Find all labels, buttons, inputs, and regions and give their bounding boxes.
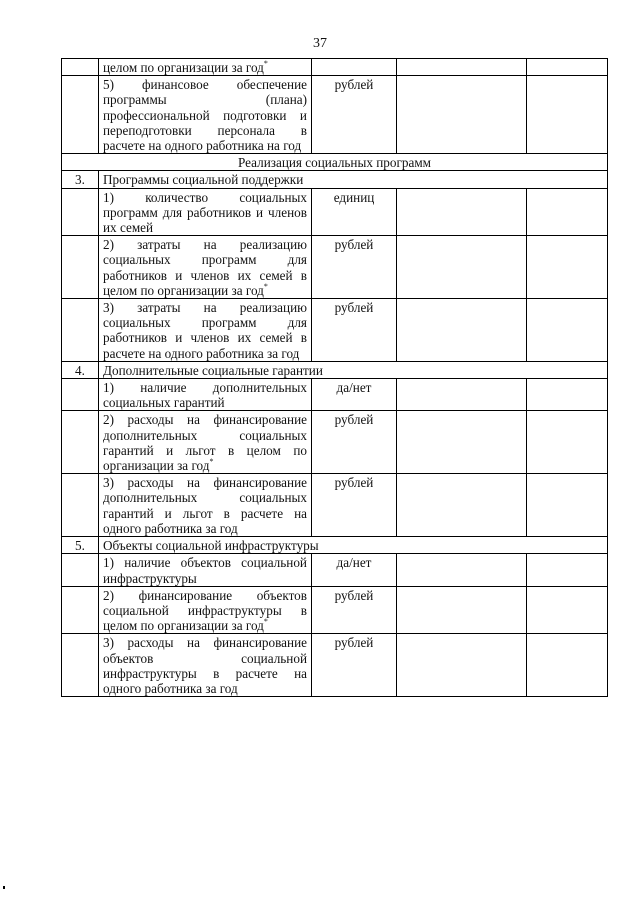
empty-value-cell bbox=[527, 554, 608, 586]
indicator-description bbox=[99, 554, 312, 586]
indicator-text: 2) расходы на финансирование дополнительных социальных гарантий и льгот в целом по организации за год bbox=[103, 412, 307, 474]
empty-value-cell bbox=[527, 411, 608, 474]
indicator-text: 1) наличие объектов социальной инфраструктуры bbox=[103, 555, 307, 586]
indicator-description bbox=[99, 379, 312, 411]
indicator-row bbox=[62, 411, 608, 474]
indicator-text: 3) затраты на реализацию социальных программ для работников и членов их семей в расчете на одного работника за год bbox=[103, 300, 307, 361]
empty-value-cell bbox=[397, 236, 527, 299]
unit-cell: единиц bbox=[312, 188, 397, 236]
unit-cell: рублей bbox=[312, 76, 397, 154]
empty-value-cell bbox=[397, 76, 527, 154]
indicator-text: 2) затраты на реализацию социальных программ для работников и членов их семей в целом по организации за год bbox=[103, 237, 307, 298]
empty-number-cell bbox=[62, 299, 99, 362]
empty-value-cell bbox=[527, 59, 608, 76]
empty-number-cell bbox=[62, 411, 99, 474]
unit-cell: рублей bbox=[312, 411, 397, 474]
indicators-table-body bbox=[62, 59, 608, 697]
scan-mark bbox=[3, 886, 5, 889]
group-header-row bbox=[62, 361, 608, 378]
group-number: 3. bbox=[62, 171, 99, 188]
indicator-description bbox=[99, 76, 312, 154]
unit-cell: да/нет bbox=[312, 554, 397, 586]
empty-value-cell bbox=[397, 634, 527, 697]
indicator-text: 3) расходы на финансирование объектов социальной инфраструктуры в расчете на одного работника за год bbox=[103, 635, 307, 696]
indicator-row bbox=[62, 586, 608, 634]
indicator-description bbox=[99, 634, 312, 697]
indicator-text: целом по организации за год bbox=[103, 60, 264, 75]
unit-cell: рублей bbox=[312, 236, 397, 299]
indicator-description bbox=[99, 299, 312, 362]
empty-value-cell bbox=[397, 299, 527, 362]
indicator-description bbox=[99, 59, 312, 76]
indicator-row bbox=[62, 554, 608, 586]
empty-number-cell bbox=[62, 634, 99, 697]
empty-number-cell bbox=[62, 474, 99, 537]
indicator-row bbox=[62, 474, 608, 537]
indicator-text: 1) наличие дополнительных социальных гарантий bbox=[103, 380, 307, 411]
unit-cell: рублей bbox=[312, 474, 397, 537]
empty-value-cell bbox=[527, 299, 608, 362]
empty-number-cell bbox=[62, 379, 99, 411]
empty-value-cell bbox=[527, 474, 608, 537]
indicator-description bbox=[99, 411, 312, 474]
footnote-asterisk: * bbox=[263, 281, 268, 291]
indicator-text: 1) количество социальных программ для работников и членов их семей bbox=[103, 189, 307, 236]
empty-number-cell bbox=[62, 59, 99, 76]
empty-value-cell bbox=[527, 188, 608, 236]
indicator-description bbox=[99, 586, 312, 634]
section-row bbox=[62, 154, 608, 171]
group-number: 5. bbox=[62, 537, 99, 554]
unit-cell bbox=[312, 59, 397, 76]
empty-value-cell bbox=[397, 411, 527, 474]
indicator-row bbox=[62, 59, 608, 76]
empty-value-cell bbox=[527, 76, 608, 154]
empty-value-cell bbox=[397, 474, 527, 537]
empty-value-cell bbox=[527, 586, 608, 634]
empty-value-cell bbox=[527, 379, 608, 411]
empty-value-cell bbox=[397, 379, 527, 411]
page-number: 37 bbox=[313, 36, 327, 51]
empty-number-cell bbox=[62, 236, 99, 299]
indicator-description bbox=[99, 474, 312, 537]
empty-value-cell bbox=[527, 236, 608, 299]
indicator-row bbox=[62, 299, 608, 362]
indicator-description bbox=[99, 188, 312, 236]
indicator-description bbox=[99, 236, 312, 299]
footnote-asterisk: * bbox=[209, 457, 214, 467]
indicator-text: 3) расходы на финансирование дополнительных социальных гарантий и льгот в расчете на одного работника за год bbox=[103, 475, 307, 536]
group-title: Объекты социальной инфраструктуры bbox=[99, 537, 608, 554]
group-title: Дополнительные социальные гарантии bbox=[99, 361, 608, 378]
indicator-row bbox=[62, 76, 608, 154]
empty-value-cell bbox=[397, 59, 527, 76]
empty-number-cell bbox=[62, 586, 99, 634]
group-header-row bbox=[62, 537, 608, 554]
unit-cell: да/нет bbox=[312, 379, 397, 411]
empty-value-cell bbox=[527, 634, 608, 697]
group-header-row bbox=[62, 171, 608, 188]
indicator-text: 5) финансовое обеспечение программы (плана) профессиональной подготовки и переподготовки персонала в расчете на одного работника на год bbox=[103, 77, 307, 154]
footnote-asterisk: * bbox=[263, 59, 268, 68]
unit-cell: рублей bbox=[312, 586, 397, 634]
indicator-text: 2) финансирование объектов социальной инфраструктуры в целом по организации за год bbox=[103, 587, 307, 634]
empty-value-cell bbox=[397, 586, 527, 634]
unit-cell: рублей bbox=[312, 299, 397, 362]
empty-number-cell bbox=[62, 76, 99, 154]
indicator-row bbox=[62, 188, 608, 236]
empty-number-cell bbox=[62, 188, 99, 236]
empty-value-cell bbox=[397, 554, 527, 586]
indicators-table bbox=[61, 58, 608, 697]
unit-cell: рублей bbox=[312, 634, 397, 697]
section-title: Реализация социальных программ bbox=[62, 154, 608, 171]
empty-number-cell bbox=[62, 554, 99, 586]
indicator-row bbox=[62, 379, 608, 411]
indicator-row bbox=[62, 236, 608, 299]
empty-value-cell bbox=[397, 188, 527, 236]
indicator-row bbox=[62, 634, 608, 697]
group-title: Программы социальной поддержки bbox=[99, 171, 608, 188]
group-number: 4. bbox=[62, 361, 99, 378]
footnote-asterisk: * bbox=[263, 617, 268, 627]
